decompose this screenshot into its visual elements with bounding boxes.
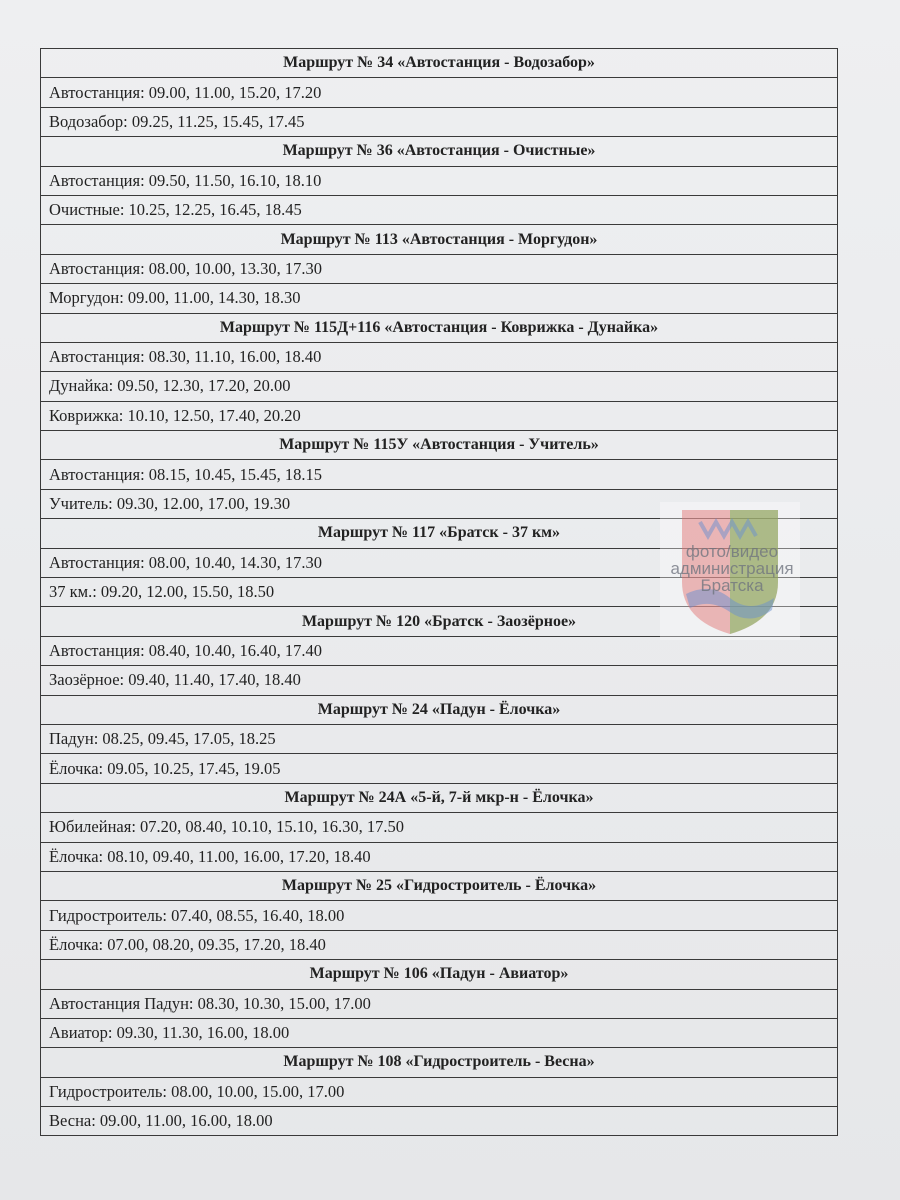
route-schedule-row: Ёлочка: 08.10, 09.40, 11.00, 16.00, 17.20, 18.40: [40, 843, 838, 872]
watermark-line: администрация: [670, 559, 794, 578]
route-schedule-row: Коврижка: 10.10, 12.50, 17.40, 20.20: [40, 402, 838, 431]
route-header: Маршрут № 120 «Братск - Заозёрное»: [40, 607, 838, 636]
route-schedule-row: Заозёрное: 09.40, 11.40, 17.40, 18.40: [40, 666, 838, 695]
route-header: Маршрут № 34 «Автостанция - Водозабор»: [40, 49, 838, 78]
route-header: Маршрут № 25 «Гидростроитель - Ёлочка»: [40, 872, 838, 901]
route-schedule-row: Моргудон: 09.00, 11.00, 14.30, 18.30: [40, 284, 838, 313]
route-schedule-row: Юбилейная: 07.20, 08.40, 10.10, 15.10, 16.30, 17.50: [40, 813, 838, 842]
route-schedule-row: Гидростроитель: 08.00, 10.00, 15.00, 17.00: [40, 1078, 838, 1107]
watermark-text: [652, 543, 812, 594]
route-schedule-row: Автостанция: 08.00, 10.40, 14.30, 17.30: [40, 549, 838, 578]
route-header: Маршрут № 113 «Автостанция - Моргудон»: [40, 225, 838, 254]
route-schedule-row: Автостанция: 08.30, 11.10, 16.00, 18.40: [40, 343, 838, 372]
route-schedule-row: Ёлочка: 09.05, 10.25, 17.45, 19.05: [40, 754, 838, 783]
route-schedule-row: Автостанция: 09.50, 11.50, 16.10, 18.10: [40, 167, 838, 196]
route-schedule-row: 37 км.: 09.20, 12.00, 15.50, 18.50: [40, 578, 838, 607]
watermark-line: фото/видео: [685, 542, 779, 561]
route-schedule-row: Автостанция: 08.15, 10.45, 15.45, 18.15: [40, 460, 838, 489]
route-header: Маршрут № 115Д+116 «Автостанция - Коврижка - Дунайка»: [40, 314, 838, 343]
route-header: Маршрут № 115У «Автостанция - Учитель»: [40, 431, 838, 460]
route-schedule-row: Весна: 09.00, 11.00, 16.00, 18.00: [40, 1107, 838, 1136]
route-schedule-row: Учитель: 09.30, 12.00, 17.00, 19.30: [40, 490, 838, 519]
route-header: Маршрут № 36 «Автостанция - Очистные»: [40, 137, 838, 166]
route-header: Маршрут № 106 «Падун - Авиатор»: [40, 960, 838, 989]
route-schedule-row: Автостанция: 09.00, 11.00, 15.20, 17.20: [40, 78, 838, 107]
watermark-line: Братска: [700, 576, 764, 595]
route-schedule-row: Водозабор: 09.25, 11.25, 15.45, 17.45: [40, 108, 838, 137]
route-header: Маршрут № 108 «Гидростроитель - Весна»: [40, 1048, 838, 1077]
route-schedule-row: Автостанция: 08.40, 10.40, 16.40, 17.40: [40, 637, 838, 666]
route-header: Маршрут № 24А «5-й, 7-й мкр-н - Ёлочка»: [40, 784, 838, 813]
route-schedule-row: Автостанция Падун: 08.30, 10.30, 15.00, 17.00: [40, 990, 838, 1019]
route-schedule-row: Падун: 08.25, 09.45, 17.05, 18.25: [40, 725, 838, 754]
route-schedule-row: Дунайка: 09.50, 12.30, 17.20, 20.00: [40, 372, 838, 401]
route-schedule-row: Авиатор: 09.30, 11.30, 16.00, 18.00: [40, 1019, 838, 1048]
route-schedule-row: Ёлочка: 07.00, 08.20, 09.35, 17.20, 18.40: [40, 931, 838, 960]
route-schedule-row: Автостанция: 08.00, 10.00, 13.30, 17.30: [40, 255, 838, 284]
route-header: Маршрут № 117 «Братск - 37 км»: [40, 519, 838, 548]
route-header: Маршрут № 24 «Падун - Ёлочка»: [40, 696, 838, 725]
route-schedule-row: Очистные: 10.25, 12.25, 16.45, 18.45: [40, 196, 838, 225]
route-schedule-row: Гидростроитель: 07.40, 08.55, 16.40, 18.00: [40, 901, 838, 930]
